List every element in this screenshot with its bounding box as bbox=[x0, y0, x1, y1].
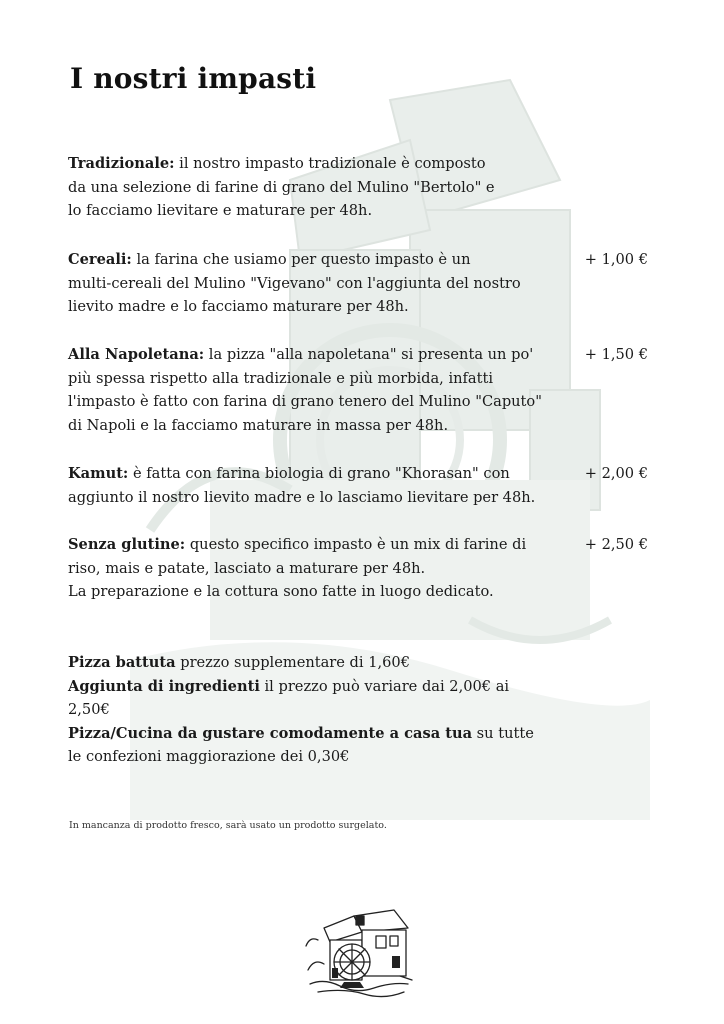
dough-description: il nostro impasto tradizionale è composto bbox=[174, 155, 486, 172]
footnote: In mancanza di prodotto fresco, sarà usato un prodotto surgelato. bbox=[69, 820, 387, 831]
extra-text: su tutte bbox=[472, 724, 534, 742]
dough-description: questo specifico impasto è un mix di farine di bbox=[185, 536, 527, 553]
dough-description: riso, mais e patate, lasciato a maturare per 48h. bbox=[68, 559, 426, 577]
extra-label: Pizza/Cucina da gustare comodamente a casa tua bbox=[68, 724, 473, 742]
dough-name: Tradizionale: bbox=[68, 155, 175, 172]
extras-section bbox=[68, 651, 548, 769]
dough-kamut bbox=[68, 462, 548, 509]
dough-senza-glutine bbox=[68, 533, 548, 604]
dough-cereali bbox=[68, 248, 548, 319]
price-cereali: + 1,00 € bbox=[584, 251, 648, 268]
dough-description: aggiunto il nostro lievito madre e lo lasciamo lievitare per 48h. bbox=[68, 488, 536, 506]
dough-description: lievito madre e lo facciamo maturare per 48h. bbox=[68, 298, 409, 315]
extra-text: le confezioni maggiorazione dei 0,30€ bbox=[68, 748, 350, 765]
dough-description: l'impasto è fatto con farina di grano tenero del Mulino "Caputo" bbox=[68, 393, 542, 410]
dough-description: è fatta con farina biologia di grano "Khorasan" con bbox=[128, 465, 510, 482]
dough-description: più spessa rispetto alla tradizionale e più morbida, infatti bbox=[68, 369, 494, 387]
dough-description: La preparazione e la cottura sono fatte in luogo dedicato. bbox=[68, 583, 494, 600]
extra-label: Pizza battuta bbox=[68, 654, 176, 671]
extra-text: prezzo supplementare di 1,60€ bbox=[175, 654, 410, 671]
dough-description: da una selezione di farine di grano del Mulino "Bertolo" e bbox=[68, 178, 495, 196]
dough-name: Cereali: bbox=[68, 251, 132, 268]
price-kamut: + 2,00 € bbox=[584, 465, 648, 482]
dough-description: lo facciamo lievitare e maturare per 48h. bbox=[68, 202, 373, 219]
dough-napoletana bbox=[68, 343, 548, 437]
dough-description: di Napoli e la facciamo maturare in massa per 48h. bbox=[68, 416, 449, 434]
dough-name: Senza glutine: bbox=[68, 536, 186, 553]
price-napoletana: + 1,50 € bbox=[584, 346, 648, 363]
dough-description: la farina che usiamo per questo impasto è un bbox=[131, 251, 471, 268]
dough-name: Kamut: bbox=[68, 465, 129, 482]
dough-name: Alla Napoletana: bbox=[68, 346, 205, 363]
dough-description: multi-cereali del Mulino "Vigevano" con l'aggiunta del nostro bbox=[68, 274, 521, 292]
page-title: I nostri impasti bbox=[70, 62, 317, 95]
price-senza-glutine: + 2,50 € bbox=[584, 536, 648, 553]
dough-tradizionale bbox=[68, 152, 548, 223]
extra-text: 2,50€ bbox=[68, 701, 110, 718]
extra-text: il prezzo può variare dai 2,00€ ai bbox=[259, 677, 510, 695]
extra-label: Aggiunta di ingredienti bbox=[68, 677, 260, 695]
dough-description: la pizza "alla napoletana" si presenta un po' bbox=[204, 346, 534, 363]
mill-logo-icon bbox=[304, 906, 416, 998]
